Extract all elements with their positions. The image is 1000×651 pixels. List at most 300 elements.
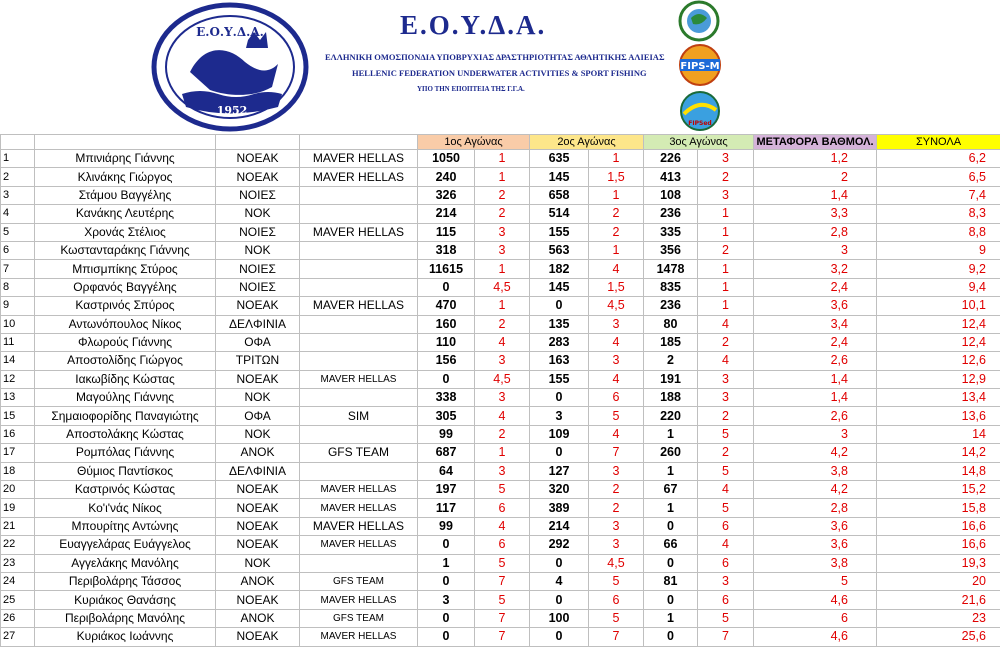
round1-weight: 687 [418, 444, 475, 462]
round1-weight: 0 [418, 278, 475, 296]
row-number: 3 [1, 186, 35, 204]
total-points: 13,6 [877, 407, 1000, 425]
results-table [0, 134, 1000, 651]
round3-rank: 5 [698, 609, 754, 627]
table-row [1, 425, 1000, 443]
round1-rank: 4 [475, 407, 530, 425]
round2-rank: 1 [589, 150, 644, 168]
table-row [1, 407, 1000, 425]
round2-weight: 127 [530, 462, 589, 480]
team-name: MAVER HELLAS [300, 481, 418, 499]
round1-weight: 326 [418, 186, 475, 204]
team-name [300, 462, 418, 480]
competitor-name: Ρομπόλας Γιάννης [35, 444, 216, 462]
round3-weight: 1 [644, 499, 698, 517]
round1-rank: 5 [475, 481, 530, 499]
round2-weight: 0 [530, 628, 589, 646]
row-number: 22 [1, 536, 35, 554]
round3-weight: 260 [644, 444, 698, 462]
team-name: GFS TEAM [300, 444, 418, 462]
round3-rank: 4 [698, 536, 754, 554]
round1-weight: 0 [418, 628, 475, 646]
round3-weight: 2 [644, 352, 698, 370]
round2-weight: 292 [530, 536, 589, 554]
table-row [1, 536, 1000, 554]
table-row [1, 278, 1000, 296]
competitor-name: Ιακωβίδης Κώστας [35, 370, 216, 388]
table-row [1, 205, 1000, 223]
table-row [1, 370, 1000, 388]
round2-rank: 1,5 [589, 168, 644, 186]
competitor-name: Ορφανός Βαγγέλης [35, 278, 216, 296]
competitor-name: Μπουρίτης Αντώνης [35, 517, 216, 535]
carry-points: 1,4 [754, 186, 877, 204]
logo-year: 1952 [216, 104, 248, 117]
round3-weight: 0 [644, 517, 698, 535]
round2-rank: 3 [589, 352, 644, 370]
round1-rank: 7 [475, 609, 530, 627]
club-name: ΔΕΛΦΙΝΙΑ [216, 462, 300, 480]
round1-weight: 197 [418, 481, 475, 499]
round1-weight: 0 [418, 370, 475, 388]
round1-weight: 11615 [418, 260, 475, 278]
round2-rank: 4 [589, 333, 644, 351]
header-round3: 3ος Αγώνας [644, 135, 754, 150]
carry-points: 3 [754, 425, 877, 443]
round3-weight: 81 [644, 572, 698, 590]
carry-points: 3 [754, 241, 877, 259]
round2-weight: 145 [530, 168, 589, 186]
round2-rank: 4,5 [589, 554, 644, 572]
total-points: 12,9 [877, 370, 1000, 388]
federation-logo [150, 2, 310, 132]
table-row [1, 260, 1000, 278]
row-number: 19 [1, 499, 35, 517]
round3-rank: 6 [698, 591, 754, 609]
team-name [300, 278, 418, 296]
total-points: 9,2 [877, 260, 1000, 278]
round3-rank: 2 [698, 168, 754, 186]
round3-rank: 4 [698, 481, 754, 499]
total-points: 25,6 [877, 628, 1000, 646]
round2-rank: 5 [589, 407, 644, 425]
supervision-line: ΥΠΟ ΤΗΝ ΕΠΟΠΤΕΙΑ ΤΗΣ Γ.Γ.Α. [417, 85, 525, 93]
total-points: 9 [877, 241, 1000, 259]
round2-rank: 1 [589, 186, 644, 204]
round2-rank: 4 [589, 425, 644, 443]
round2-weight: 320 [530, 481, 589, 499]
competitor-name: Ευαγγελάρας Ευάγγελος [35, 536, 216, 554]
total-points: 15,2 [877, 481, 1000, 499]
round1-rank: 3 [475, 389, 530, 407]
round3-weight: 1 [644, 462, 698, 480]
round2-weight: 0 [530, 554, 589, 572]
carry-points: 3,8 [754, 554, 877, 572]
competitor-name: Περιβολάρης Μανόλης [35, 609, 216, 627]
round2-rank: 3 [589, 315, 644, 333]
club-name: ΑΝΟΚ [216, 444, 300, 462]
competitor-name: Αποστολάκης Κώστας [35, 425, 216, 443]
round2-weight: 4 [530, 572, 589, 590]
round2-rank: 2 [589, 499, 644, 517]
competitor-name: Αγγελάκης Μανόλης [35, 554, 216, 572]
round3-rank: 1 [698, 205, 754, 223]
round3-rank: 4 [698, 352, 754, 370]
table-row [1, 628, 1000, 646]
club-name: ΝΟΕΑΚ [216, 297, 300, 315]
club-name: ΑΝΟΚ [216, 609, 300, 627]
round1-weight: 99 [418, 425, 475, 443]
team-name [300, 425, 418, 443]
round1-rank: 2 [475, 205, 530, 223]
round3-weight: 226 [644, 150, 698, 168]
round2-weight: 514 [530, 205, 589, 223]
round1-rank: 4 [475, 333, 530, 351]
round2-weight: 214 [530, 517, 589, 535]
total-points: 6,5 [877, 168, 1000, 186]
total-points: 12,6 [877, 352, 1000, 370]
carry-points: 1,4 [754, 389, 877, 407]
round1-rank: 4,5 [475, 370, 530, 388]
team-name: MAVER HELLAS [300, 297, 418, 315]
fips-m-text: FIPS-M [680, 61, 720, 72]
total-points: 19,3 [877, 554, 1000, 572]
round2-rank: 6 [589, 389, 644, 407]
header-total: ΣΥΝΟΛΑ [877, 135, 1000, 150]
round1-rank: 3 [475, 241, 530, 259]
round1-weight: 3 [418, 591, 475, 609]
round2-rank: 5 [589, 572, 644, 590]
round3-rank: 5 [698, 462, 754, 480]
round2-weight: 0 [530, 444, 589, 462]
round3-rank: 3 [698, 150, 754, 168]
round1-rank: 6 [475, 536, 530, 554]
round3-weight: 835 [644, 278, 698, 296]
carry-points: 2,6 [754, 352, 877, 370]
club-name: ΝΟΕΑΚ [216, 150, 300, 168]
carry-points: 2,8 [754, 223, 877, 241]
header-round2: 2ος Αγώνας [530, 135, 644, 150]
competitor-name: Θύμιος Παντίσκος [35, 462, 216, 480]
total-points: 23 [877, 609, 1000, 627]
globe-badge-icon [675, 0, 723, 42]
round2-weight: 563 [530, 241, 589, 259]
competitor-name: Κυριάκος Ιωάννης [35, 628, 216, 646]
round1-rank: 3 [475, 352, 530, 370]
round1-rank: 2 [475, 315, 530, 333]
round3-weight: 236 [644, 205, 698, 223]
round3-rank: 3 [698, 389, 754, 407]
row-number: 23 [1, 554, 35, 572]
round3-weight: 0 [644, 554, 698, 572]
round2-weight: 109 [530, 425, 589, 443]
table-row [1, 186, 1000, 204]
row-number: 9 [1, 297, 35, 315]
carry-points: 2,4 [754, 333, 877, 351]
competitor-name: Μπινιάρης Γιάννης [35, 150, 216, 168]
round1-rank: 1 [475, 260, 530, 278]
competitor-name: Μπισμπίκης Στύρος [35, 260, 216, 278]
round1-weight: 117 [418, 499, 475, 517]
team-name: MAVER HELLAS [300, 370, 418, 388]
table-row [1, 609, 1000, 627]
row-number: 6 [1, 241, 35, 259]
row-number: 25 [1, 591, 35, 609]
competitor-name: Χρονάς Στέλιος [35, 223, 216, 241]
table-row [1, 554, 1000, 572]
round2-weight: 182 [530, 260, 589, 278]
round3-weight: 0 [644, 591, 698, 609]
team-name [300, 389, 418, 407]
competitor-name: Μαγούλης Γιάννης [35, 389, 216, 407]
round1-rank: 4,5 [475, 278, 530, 296]
table-header-row [1, 135, 1000, 150]
round1-rank: 5 [475, 554, 530, 572]
table-row [1, 352, 1000, 370]
table-row [1, 481, 1000, 499]
round2-weight: 155 [530, 223, 589, 241]
row-number: 7 [1, 260, 35, 278]
round2-weight: 0 [530, 591, 589, 609]
header-round1: 1ος Αγώνας [418, 135, 530, 150]
round1-rank: 6 [475, 499, 530, 517]
total-points: 8,3 [877, 205, 1000, 223]
round3-weight: 80 [644, 315, 698, 333]
competitor-name: Κανάκης Λευτέρης [35, 205, 216, 223]
club-name: ΝΟΚ [216, 389, 300, 407]
round1-rank: 1 [475, 168, 530, 186]
round3-weight: 413 [644, 168, 698, 186]
team-name [300, 554, 418, 572]
table-row [1, 168, 1000, 186]
round1-weight: 64 [418, 462, 475, 480]
table-row [1, 389, 1000, 407]
club-name: ΝΟΕΑΚ [216, 517, 300, 535]
carry-points: 4,2 [754, 444, 877, 462]
club-name: ΤΡΙΤΩΝ [216, 352, 300, 370]
carry-points: 3,4 [754, 315, 877, 333]
round2-rank: 7 [589, 444, 644, 462]
club-name: ΔΕΛΦΙΝΙΑ [216, 315, 300, 333]
round2-rank: 2 [589, 481, 644, 499]
table-row [1, 499, 1000, 517]
round2-rank: 5 [589, 609, 644, 627]
round3-rank: 1 [698, 260, 754, 278]
carry-points: 2,4 [754, 278, 877, 296]
carry-points: 3,2 [754, 260, 877, 278]
table-row [1, 517, 1000, 535]
round2-rank: 1,5 [589, 278, 644, 296]
round1-weight: 0 [418, 609, 475, 627]
table-row [1, 241, 1000, 259]
team-name [300, 241, 418, 259]
team-name: MAVER HELLAS [300, 223, 418, 241]
club-name: ΝΟΙΕΣ [216, 260, 300, 278]
total-points: 14,2 [877, 444, 1000, 462]
round1-rank: 5 [475, 591, 530, 609]
club-name: ΝΟΕΑΚ [216, 481, 300, 499]
club-name: ΝΟΙΕΣ [216, 278, 300, 296]
total-points: 10,1 [877, 297, 1000, 315]
competitor-name: Περιβολάρης Τάσσος [35, 572, 216, 590]
round1-rank: 4 [475, 517, 530, 535]
round1-weight: 0 [418, 536, 475, 554]
row-number: 11 [1, 333, 35, 351]
round1-weight: 1 [418, 554, 475, 572]
row-number: 12 [1, 370, 35, 388]
club-name: ΝΟΙΕΣ [216, 186, 300, 204]
round3-rank: 3 [698, 186, 754, 204]
total-points: 12,4 [877, 315, 1000, 333]
round2-weight: 0 [530, 389, 589, 407]
row-number: 27 [1, 628, 35, 646]
competitor-name: Κωστανταράκης Γιάννης [35, 241, 216, 259]
club-name: ΝΟΚ [216, 554, 300, 572]
round2-rank: 7 [589, 628, 644, 646]
round3-rank: 6 [698, 517, 754, 535]
club-name: ΝΟΚ [216, 241, 300, 259]
competitor-name: Κυριάκος Θανάσης [35, 591, 216, 609]
round2-weight: 0 [530, 297, 589, 315]
competitor-name: Αντωνόπουλος Νίκος [35, 315, 216, 333]
round3-weight: 1 [644, 609, 698, 627]
total-points: 13,4 [877, 389, 1000, 407]
round2-weight: 389 [530, 499, 589, 517]
round1-rank: 3 [475, 223, 530, 241]
club-name: ΝΟΕΑΚ [216, 168, 300, 186]
round1-weight: 160 [418, 315, 475, 333]
round2-weight: 135 [530, 315, 589, 333]
team-name [300, 352, 418, 370]
federation-name-greek: ΕΛΛΗΝΙΚΗ ΟΜΟΣΠΟΝΔΙΑ ΥΠΟΒΡΥΧΙΑΣ ΔΡΑΣΤΗΡΙΟΤΗΤΑΣ ΑΘΛΗΤΙΚΗΣ ΑΛΙΕΙΑΣ [325, 52, 665, 62]
team-name [300, 333, 418, 351]
round2-rank: 2 [589, 223, 644, 241]
team-name: GFS TEAM [300, 609, 418, 627]
carry-points: 6 [754, 609, 877, 627]
round1-rank: 7 [475, 628, 530, 646]
round3-rank: 5 [698, 499, 754, 517]
team-name [300, 186, 418, 204]
carry-points: 3,6 [754, 536, 877, 554]
carry-points: 4,6 [754, 628, 877, 646]
row-number: 14 [1, 352, 35, 370]
carry-points: 2,6 [754, 407, 877, 425]
round2-rank: 4 [589, 260, 644, 278]
row-number: 26 [1, 609, 35, 627]
round3-rank: 1 [698, 223, 754, 241]
round2-rank: 3 [589, 536, 644, 554]
row-number: 2 [1, 168, 35, 186]
total-points: 20 [877, 572, 1000, 590]
carry-points: 3,3 [754, 205, 877, 223]
round1-weight: 99 [418, 517, 475, 535]
competitor-name: Καστρινός Σπύρος [35, 297, 216, 315]
team-name: SIM [300, 407, 418, 425]
round3-weight: 220 [644, 407, 698, 425]
total-points: 21,6 [877, 591, 1000, 609]
carry-points: 3,6 [754, 297, 877, 315]
table-row [1, 150, 1000, 168]
team-name: MAVER HELLAS [300, 628, 418, 646]
table-row [1, 333, 1000, 351]
round2-weight: 145 [530, 278, 589, 296]
round3-rank: 2 [698, 444, 754, 462]
round1-rank: 1 [475, 444, 530, 462]
fips-sed-text: FIPSed [688, 120, 712, 127]
team-name: MAVER HELLAS [300, 168, 418, 186]
carry-points: 5 [754, 572, 877, 590]
total-points: 12,4 [877, 333, 1000, 351]
total-points: 8,8 [877, 223, 1000, 241]
round1-weight: 1050 [418, 150, 475, 168]
round3-rank: 1 [698, 278, 754, 296]
table-row [1, 572, 1000, 590]
row-number: 8 [1, 278, 35, 296]
total-points: 15,8 [877, 499, 1000, 517]
row-number: 5 [1, 223, 35, 241]
round2-rank: 2 [589, 205, 644, 223]
competitor-name: Κο'ι'νάς Νίκος [35, 499, 216, 517]
round3-weight: 0 [644, 628, 698, 646]
row-number: 4 [1, 205, 35, 223]
round1-weight: 338 [418, 389, 475, 407]
header [0, 0, 1000, 134]
round3-weight: 356 [644, 241, 698, 259]
carry-points: 1,2 [754, 150, 877, 168]
round2-rank: 4,5 [589, 297, 644, 315]
round3-weight: 335 [644, 223, 698, 241]
carry-points: 2 [754, 168, 877, 186]
team-name: MAVER HELLAS [300, 150, 418, 168]
competitor-name: Φλωρούς Γιάννης [35, 333, 216, 351]
club-name: ΝΟΕΑΚ [216, 591, 300, 609]
round1-rank: 7 [475, 572, 530, 590]
row-number: 15 [1, 407, 35, 425]
carry-points: 3,8 [754, 462, 877, 480]
club-name: ΝΟΙΕΣ [216, 223, 300, 241]
round2-rank: 4 [589, 370, 644, 388]
round1-rank: 1 [475, 297, 530, 315]
club-name: ΝΟΚ [216, 205, 300, 223]
total-points: 14 [877, 425, 1000, 443]
competitor-name: Στάμου Βαγγέλης [35, 186, 216, 204]
round1-rank: 1 [475, 150, 530, 168]
row-number: 17 [1, 444, 35, 462]
team-name: MAVER HELLAS [300, 499, 418, 517]
row-number: 20 [1, 481, 35, 499]
round1-rank: 3 [475, 462, 530, 480]
round3-weight: 191 [644, 370, 698, 388]
round1-weight: 305 [418, 407, 475, 425]
total-points: 7,4 [877, 186, 1000, 204]
team-name: MAVER HELLAS [300, 517, 418, 535]
total-points: 16,6 [877, 517, 1000, 535]
competitor-name: Αποστολίδης Γιώργος [35, 352, 216, 370]
row-number: 21 [1, 517, 35, 535]
federation-name-english: HELLENIC FEDERATION UNDERWATER ACTIVITIES & SPORT FISHING [352, 68, 647, 78]
round1-weight: 214 [418, 205, 475, 223]
round3-rank: 5 [698, 425, 754, 443]
round2-weight: 155 [530, 370, 589, 388]
club-name: ΟΦΑ [216, 333, 300, 351]
table-row [1, 462, 1000, 480]
round3-rank: 4 [698, 315, 754, 333]
team-name [300, 315, 418, 333]
round2-weight: 658 [530, 186, 589, 204]
row-number: 18 [1, 462, 35, 480]
club-name: ΑΝΟΚ [216, 572, 300, 590]
table-row [1, 591, 1000, 609]
